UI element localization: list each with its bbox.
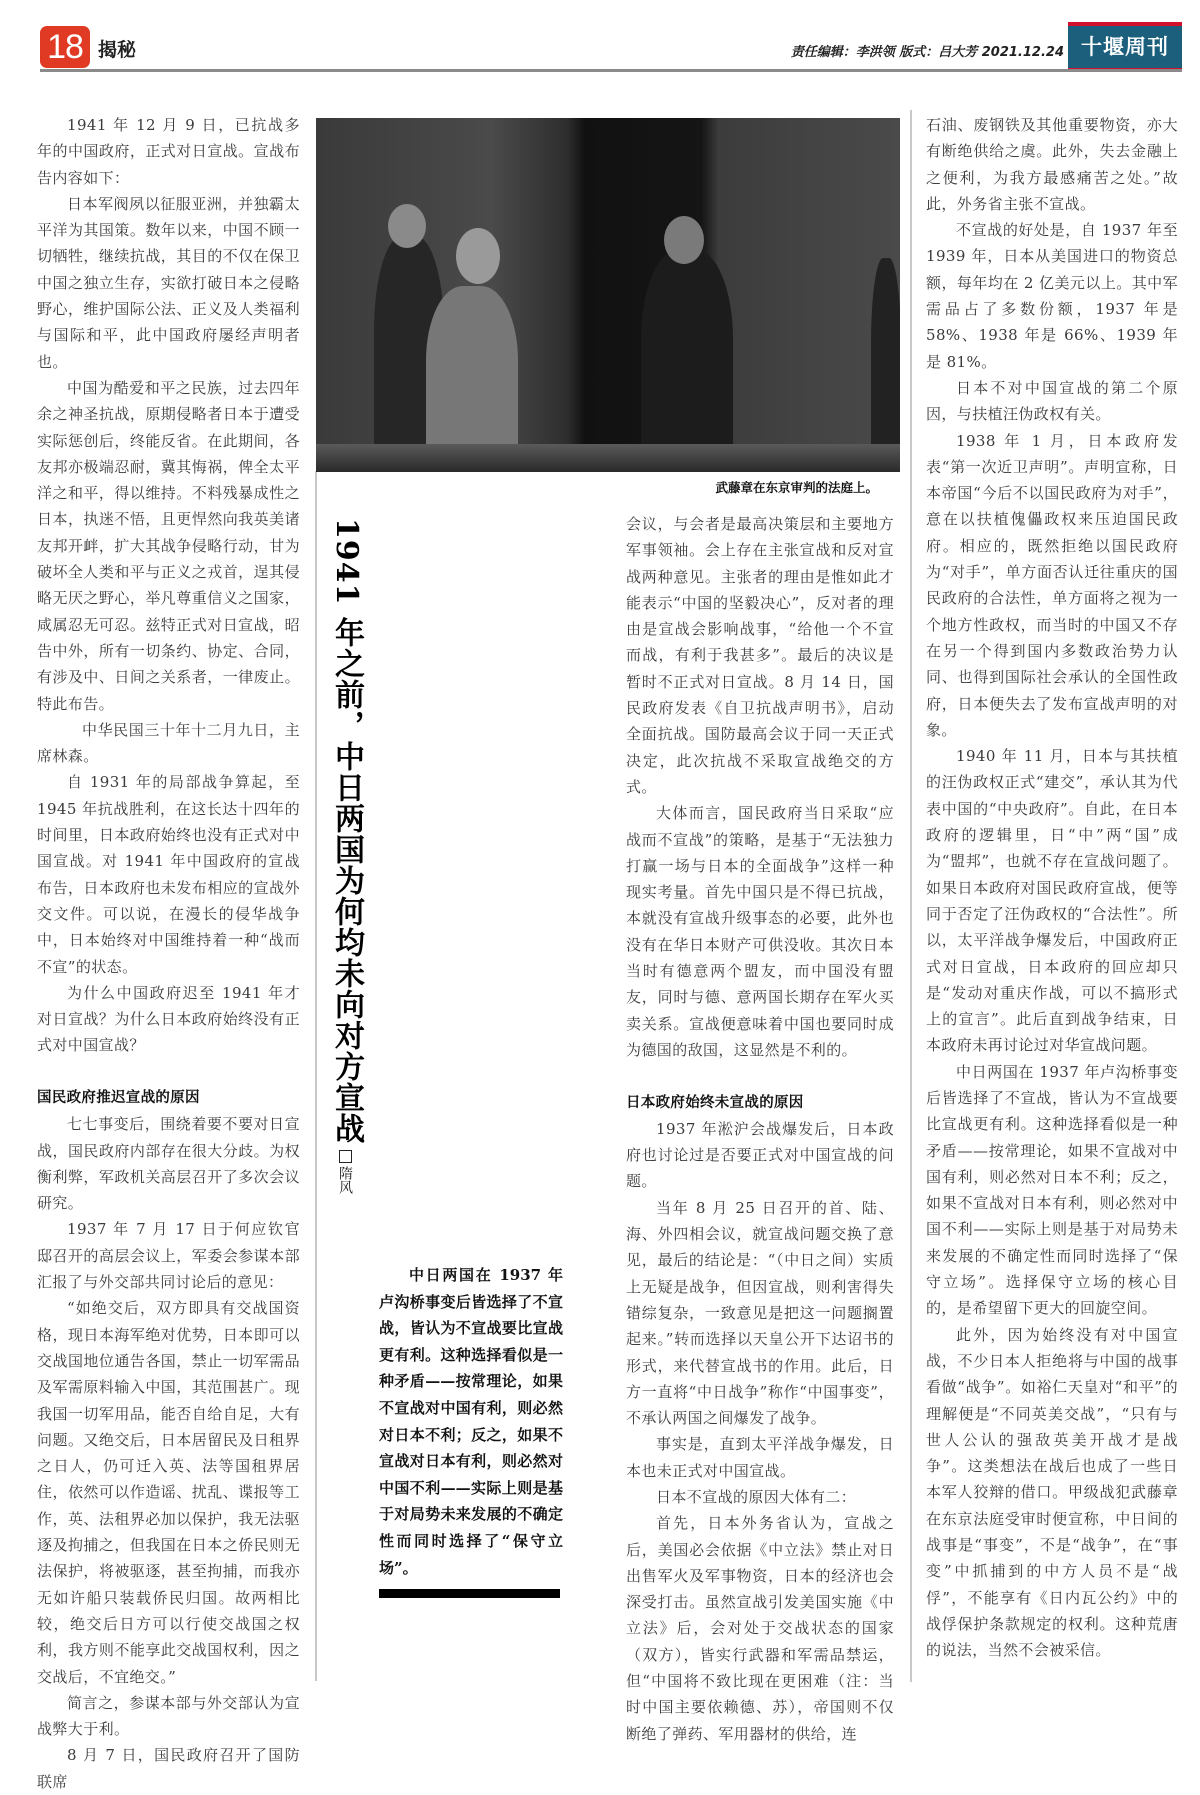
column-divider-left — [315, 471, 317, 1681]
subheading: 日本政府始终未宣战的原因 — [626, 1094, 804, 1111]
author-name: 隋风 — [337, 1166, 353, 1194]
paragraph: 1937 年淞沪会战爆发后，日本政府也讨论过是否要正式对中国宣战的问题。 — [626, 1119, 894, 1191]
paragraph: 事实是，直到太平洋战争爆发，日本也未正式对中国宣战。 — [626, 1435, 894, 1480]
paragraph: 石油、废钢铁及其他重要物资，亦大有断绝供给之虞。此外，失去金融上之便利，为我方最感痛苦之处。”故此，外务省主张不宣战。 — [926, 116, 1178, 213]
paragraph: 日本不宣战的原因大体有二： — [656, 1487, 857, 1506]
paragraph: 为什么中国政府迟至 1941 年才对日宣战？为什么日本政府始终没有正式对中国宣战？ — [37, 983, 300, 1055]
paragraph: 中日两国在 1937 年卢沟桥事变后皆选择了不宣战，皆认为不宣战要比宣战更有利。这种选择看似是一种矛盾——按常理论，如果不宣战对中国有利，则必然对日本不利；反之，如果不宣战对日本有利，则必然对中国不利——实际上则是基于对局势未来发展的不确定性而同时选择了“保守立场”。选择保守立场的核心目的，是希望留下更大的回旋空间。 — [926, 1062, 1178, 1318]
paragraph: 中国为酷爱和平之民族，过去四年余之神圣抗战，原期侵略者日本于遭受实际惩创后，终能反省。在此期间，各友邦亦极端忍耐，冀其悔祸，俾全太平洋之和平，得以维持。不料残暴成性之日本，执迷不悟，且更悍然向我英美诸友邦开衅，扩大其战争侵略行动，甘为破坏全人类和平与正义之戎首，逞其侵略无厌之野心，举凡尊重信义之国家，咸属忍无可忍。兹特正式对日宣战，昭告中外，所有一切条约、协定、合同，有涉及中、日间之关系者，一律废止。特此布告。 — [37, 378, 300, 713]
photo-caption: 武藤章在东京审判的法庭上。 — [715, 480, 878, 495]
article-column-right — [926, 112, 1178, 1664]
article-column-left — [37, 112, 300, 1795]
paragraph: 首先，日本外务省认为，宣战之后，美国必会依据《中立法》禁止对日出售军火及军事物资，日本的经济也会深受打击。虽然宣战引发美国实施《中立法》后，会对处于交战状态的国家（双方），皆实行武器和军需品禁运，但“中国将不致比现在更困难（注：当时中国主要依赖德、苏），帝国则不仅断绝了弹药、军用器材的供给，连 — [626, 1514, 894, 1743]
paragraph: 此外，因为始终没有对中国宣战，不少日本人拒绝将与中国的战事看做“战争”。如裕仁天皇对“和平”的理解便是“不同英美交战”，“只有与世人公认的强敌英美开战才是战争”。这类想法在战后也成了一些日本军人狡辩的借口。甲级战犯武藤章在东京法庭受审时便宣称，中日间的战事是“事变”，不是“战争”，在“事变”中抓捕到的中方人员不是“战俘”，不能享有《日内瓦公约》中的战俘保护条款规定的权利。这种荒唐的说法，当然不会被采信。 — [926, 1325, 1178, 1660]
paragraph: 8 月 7 日，国民政府召开了国防联席 — [37, 1746, 300, 1791]
paragraph: 日本不对中国宣战的第二个原因，与扶植汪伪政权有关。 — [926, 378, 1178, 424]
article-title: 1941 年之前，中日两国为何均未向对方宣战 — [329, 518, 364, 1144]
paragraph: 1938 年 1 月，日本政府发表“第一次近卫声明”。声明宣称，日本帝国“今后不以国民政府为对手”，意在以扶植傀儡政权来压迫国民政府。相应的，既然拒绝以国民政府为“对手”，单方面否认迁往重庆的国民政府的合法性，单方面将之视为一个地方性政权，而当时的中国又不存在另一个得到国内多数政治势力认同、也得到国际社会承认的全国性政府，日本便失去了发布宣战声明的对象。 — [926, 431, 1178, 739]
pull-quote-text: 中日两国在 1937 年卢沟桥事变后皆选择了不宣战，皆认为不宣战要比宣战更有利。这种选择看似是一种矛盾——按常理论，如果不宣战对中国有利，则必然对日本不利；反之，如果不宣战对日本有利，则必然对中国不利——实际上则是基于对局势未来发展的不确定性而同时选择了“保守立场”。 — [379, 1266, 563, 1577]
header-rule — [40, 69, 1182, 72]
paragraph: 七七事变后，围绕着要不要对日宣战，国民政府内部存在很大分歧。为权衡利弊，军政机关高层召开了多次会议研究。 — [37, 1115, 300, 1213]
paragraph: 自 1931 年的局部战争算起，至 1945 年抗战胜利，在这长达十四年的时间里，日本政府始终也没有正式对中国宣战。对 1941 年中国政府的宣战布告，日本政府也未发布相应的宣战外交文件。可以说，在漫长的侵华战争中，日本始终对中国维持着一种“战而不宣”的状态。 — [37, 773, 300, 976]
subheading: 国民政府推迟宣战的原因 — [37, 1089, 200, 1106]
paragraph: 当年 8 月 25 日召开的首、陆、海、外四相会议，就宣战问题交换了意见，最后的结论是：“（中日之间）实质上无疑是战争，但因宣战，则利害得失错综复杂，一致意见是把这一问题搁置起来。”转而选择以天皇公开下达诏书的形式，来代替宣战书的作用。此后，日方一直将“中日战争”称作“中国事变”，不承认两国之间爆发了战争。 — [626, 1198, 894, 1428]
paragraph: 不宣战的好处是，自 1937 年至 1939 年，日本从美国进口的物资总额，每年均在 2 亿美元以上。其中军需品占了多数份额，1937 年是 58%、1938 年是 66%、1939 年是 81%。 — [926, 221, 1178, 371]
paragraph: 1940 年 11 月，日本与其扶植的汪伪政权正式“建交”，承认其为代表中国的“中央政府”。自此，在日本政府的逻辑里，日“中”两“国”成为“盟邦”，也就不存在宣战问题了。如果日本政府对国民政府宣战，便等同于否定了汪伪政权的“合法性”。所以，太平洋战争爆发后，中国政府正式对日宣战，日本政府的回应却只是“发动对重庆作战，可以不搞形式上的宣言”。此后直到战争结束，日本政府未再讨论过对华宣战问题。 — [926, 747, 1178, 1055]
paragraph: 简言之，参谋本部与外交部认为宣战弊大于利。 — [37, 1693, 300, 1739]
pull-quote-bar — [379, 1589, 560, 1598]
paragraph: 会议，与会者是最高决策层和主要地方军事领袖。会上存在主张宣战和反对宣战两种意见。主张者的理由是惟如此才能表示“中国的坚毅决心”，反对者的理由是宣战会影响战事，“给他一个不宣而战，有利于我甚多”。最后的决议是暂时不正式对日宣战。8 月 14 日，国民政府发表《自卫抗战声明书》，启动全面抗战。国防最高会议于同一天正式决定，此次抗战不采取宣战绝交的方式。 — [626, 515, 894, 796]
proclamation-signature: 中华民国三十年十二月九日，主席林森。 — [37, 720, 300, 766]
section-label: 揭秘 — [98, 39, 137, 61]
paragraph: 大体而言，国民政府当日采取“应战而不宣战”的策略，是基于“无法独力打赢一场与日本的全面战争”这样一种现实考量。首先中国只是不得已抗战，本就没有宣战升级事态的必要，此外也没有在华日本财产可供没收。其次日本当时有德意两个盟友，而中国没有盟友，同时与德、意两国长期存在军火买卖关系。宣战便意味着中国也要同时成为德国的敌国，这显然是不利的。 — [626, 804, 894, 1059]
pull-quote — [379, 1262, 563, 1598]
editor-credits: 责任编辑：李洪领 版式：吕大芳 2021.12.24 — [790, 45, 1064, 60]
publication-logo: 十堰周刊 — [1068, 22, 1182, 72]
paragraph: “如绝交后，双方即具有交战国资格，现日本海军绝对优势，日本即可以交战国地位通告各国，禁止一切军需品及军需原料输入中国，其范围甚广。现我国一切军用品，能否自给自足，大有问题。又绝交后，日本居留民及日租界之日人，仍可迁入英、法等国租界居住，依然可以作造谣、扰乱、谍报等工作，英、法租界必加以保护，我无法驱逐及拘捕之，但我国在日本之侨民则无法保护，将被驱逐，甚至拘捕，而我亦无如许船只装载侨民归国。故两相比较，绝交后日方可以行使交战国之权利，我方则不能享此交战国权利，因之交战后，不宜绝交。” — [37, 1299, 300, 1686]
paragraph: 日本军阀夙以征服亚洲，并独霸太平洋为其国策。数年以来，中国不顾一切牺牲，继续抗战，其目的不仅在保卫中国之独立生存，实欲打破日本之侵略野心，维护国际公法、正义及人类福利与国际和平，此中国政府屡经声明者也。 — [37, 194, 300, 371]
page-number-badge: 18 — [40, 26, 90, 68]
author-byline — [336, 1150, 354, 1194]
article-column-middle — [626, 511, 894, 1747]
paragraph: 1941 年 12 月 9 日，已抗战多年的中国政府，正式对日宣战。宣战布告内容如下： — [37, 116, 300, 187]
byline-box-icon — [339, 1150, 352, 1163]
column-divider-right — [910, 110, 912, 1682]
paragraph: 1937 年 7 月 17 日于何应钦官邸召开的高层会议上，军委会参谋本部汇报了与外交部共同讨论后的意见： — [37, 1220, 300, 1292]
article-photo — [316, 118, 900, 472]
